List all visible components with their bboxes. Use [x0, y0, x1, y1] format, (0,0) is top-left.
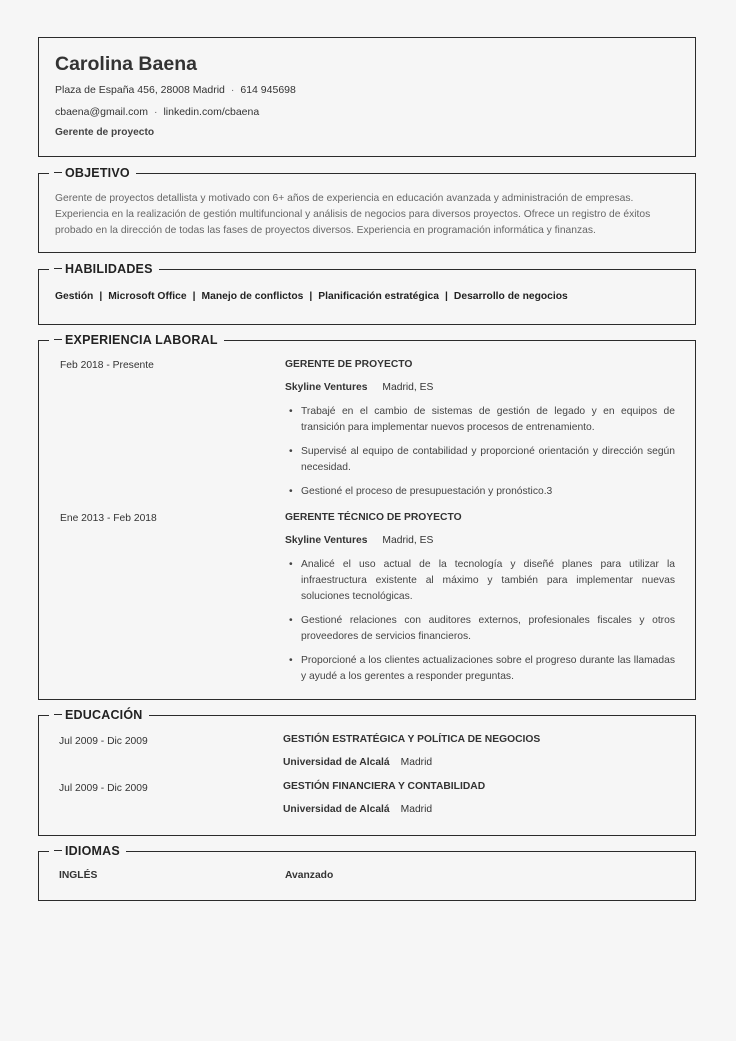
phone: 614 945698	[240, 84, 296, 96]
language-name: INGLÉS	[59, 870, 98, 881]
education-school	[283, 757, 432, 768]
section-title-text: OBJETIVO	[65, 166, 130, 180]
title-dash	[54, 850, 62, 852]
company-location: Madrid, ES	[382, 382, 434, 393]
skills-list	[55, 291, 568, 302]
school-name: Universidad de Alcalá	[283, 804, 390, 815]
job-bullet: • Supervisé al equipo de contabilidad y proporcioné orientación y dirección según necesidad.	[289, 444, 675, 476]
contact-line-address	[55, 84, 296, 96]
section-title	[49, 164, 136, 182]
linkedin-link[interactable]: linkedin.com/cbaena	[163, 106, 260, 118]
title-dash	[54, 172, 62, 174]
education-degree: GESTIÓN ESTRATÉGICA Y POLÍTICA DE NEGOCIOS	[283, 734, 541, 745]
skill-item: Microsoft Office	[108, 291, 187, 302]
address: Plaza de España 456, 28008 Madrid	[55, 84, 225, 96]
title-dash	[54, 268, 62, 270]
job-title: GERENTE TÉCNICO DE PROYECTO	[285, 512, 462, 523]
job-company	[285, 382, 433, 393]
title-dash	[54, 339, 62, 341]
skill-separator: |	[192, 291, 196, 302]
section-objetivo	[38, 166, 696, 253]
job-dates: Ene 2013 - Feb 2018	[60, 513, 157, 524]
job-bullet: • Gestioné relaciones con auditores externos, profesionales fiscales y otros proveedores de servicios financieros.	[289, 613, 675, 645]
skill-separator: |	[445, 291, 448, 302]
skill-item: Desarrollo de negocios	[453, 291, 568, 302]
education-degree: GESTIÓN FINANCIERA Y CONTABILIDAD	[283, 781, 486, 792]
job-bullet: • Gestioné el proceso de presupuestación y pronóstico.3	[289, 484, 675, 500]
education-dates: Jul 2009 - Dic 2009	[59, 736, 148, 747]
skill-item: Gestión	[55, 291, 94, 302]
job-bullets	[289, 404, 675, 508]
job-company	[285, 535, 433, 546]
separator: ·	[230, 84, 235, 96]
school-location: Madrid	[400, 757, 433, 768]
candidate-name: Carolina Baena	[55, 53, 197, 75]
job-role: Gerente de proyecto	[55, 127, 155, 138]
job-bullets	[289, 557, 675, 693]
section-habilidades	[38, 262, 696, 325]
education-dates: Jul 2009 - Dic 2009	[59, 783, 148, 794]
section-title-text: IDIOMAS	[65, 844, 120, 858]
section-idiomas	[38, 844, 696, 901]
school-location: Madrid	[400, 804, 433, 815]
job-title: GERENTE DE PROYECTO	[285, 359, 413, 370]
title-dash	[54, 714, 62, 716]
section-title	[49, 260, 159, 278]
resume-header	[38, 37, 696, 157]
section-title-text: HABILIDADES	[65, 262, 153, 276]
section-title	[49, 706, 149, 724]
skill-separator: |	[99, 291, 103, 302]
job-bullet: • Proporcioné a los clientes actualizaciones sobre el progreso durante las llamadas y ayudé a los gerentes a responder preguntas.	[289, 653, 675, 685]
section-experiencia	[38, 333, 696, 700]
section-title-text: EDUCACIÓN	[65, 708, 143, 722]
section-title	[49, 331, 224, 349]
language-level: Avanzado	[285, 870, 334, 881]
skill-item: Planificación estratégica	[318, 291, 440, 302]
education-school	[283, 804, 432, 815]
job-dates: Feb 2018 - Presente	[60, 360, 154, 371]
skill-separator: |	[309, 291, 313, 302]
section-title	[49, 842, 126, 860]
company-location: Madrid, ES	[382, 535, 434, 546]
company-name: Skyline Ventures	[285, 535, 368, 546]
school-name: Universidad de Alcalá	[283, 757, 390, 768]
job-bullet: • Analicé el uso actual de la tecnología y diseñé planes para utilizar la infraestructura existente al máximo y también para implementar nuevas soluciones tecnológicas.	[289, 557, 675, 605]
objective-text: Gerente de proyectos detallista y motivado con 6+ años de experiencia en educación avanzada y administración de empresas. Experiencia en la realización de gestión multifuncional y análisis de negocios para diversos proyectos. Ofrece un registro de éxitos probado en la dirección de todas las fases de proyectos diversos. Experiencia en programación informática y finanzas.	[55, 193, 651, 236]
company-name: Skyline Ventures	[285, 382, 368, 393]
job-bullet: • Trabajé en el cambio de sistemas de gestión de legado y en equipos de transición para implementar nuevos procesos de entrenamiento.	[289, 404, 675, 436]
section-educacion	[38, 708, 696, 836]
skill-item: Manejo de conflictos	[201, 291, 304, 302]
contact-line-online	[55, 106, 259, 118]
separator: ·	[153, 106, 158, 118]
email[interactable]: cbaena@gmail.com	[55, 106, 148, 118]
section-title-text: EXPERIENCIA LABORAL	[65, 333, 218, 347]
